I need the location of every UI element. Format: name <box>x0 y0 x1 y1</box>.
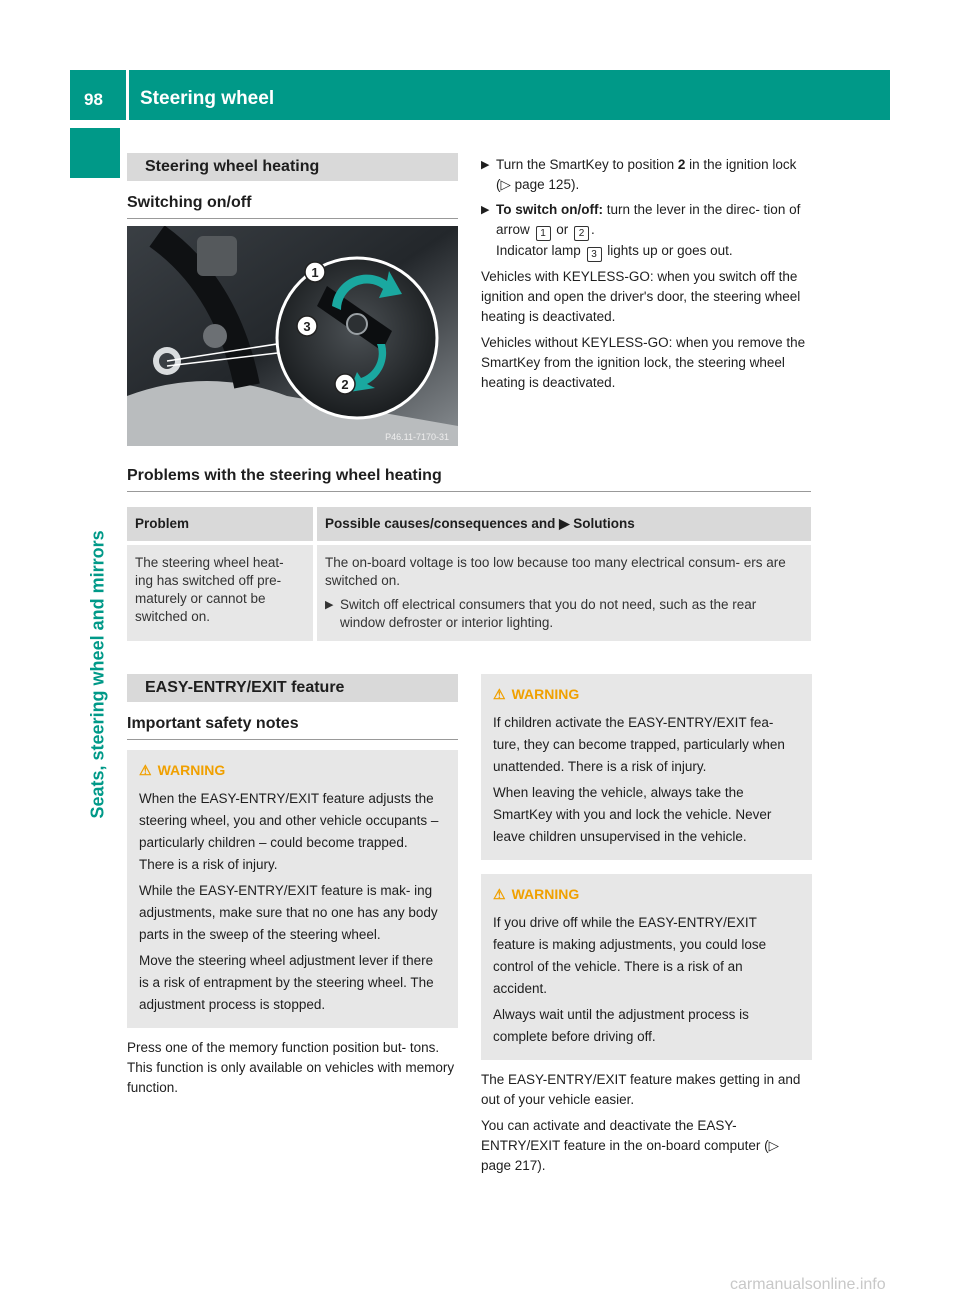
table-row <box>127 543 811 641</box>
page-ref-icon: ▷ <box>768 1138 780 1153</box>
bullet-arrow-icon: ▶ <box>481 204 490 216</box>
heating-instructions <box>481 155 812 399</box>
activate-paragraph: You can activate and deactivate the EASY- ENTRY/EXIT feature in the on-board computer (▷ page 217). <box>481 1118 780 1173</box>
warning-icon: ⚠ <box>493 886 506 902</box>
section-heading-easy-entry: EASY-ENTRY/EXIT feature <box>127 674 458 702</box>
column-header-solutions: Possible causes/consequences and ▶ Solutions <box>315 507 811 543</box>
no-keyless-go-paragraph: Vehicles without KEYLESS-GO: when you remove the SmartKey from the ignition lock, the steering wheel heating is deactivated. <box>481 335 806 390</box>
subheading-safety-notes: Important safety notes <box>127 714 458 740</box>
page-title: Steering wheel <box>140 88 275 109</box>
warning-box-drive-off: ⚠ WARNING If you drive off while the EASY-ENTRY/EXIT feature is making adjustments, you could lose control of the vehicle. There is a risk of an accident. Always wait until the adjustment process is complete before driving off. <box>481 874 812 1060</box>
illustration-svg <box>127 226 458 446</box>
easy-entry-description: The EASY-ENTRY/EXIT feature makes getting in and out of your vehicle easier. <box>481 1072 801 1107</box>
warning-icon: ⚠ <box>493 686 506 702</box>
callout-2: 2 <box>341 377 349 392</box>
chapter-title: Seats, steering wheel and mirrors <box>87 530 108 819</box>
image-code: P46.11-7170-31 <box>385 432 449 442</box>
callout-1: 1 <box>311 265 319 280</box>
column-header-problem: Problem <box>127 507 315 543</box>
watermark: carmanualsonline.info <box>730 1276 886 1293</box>
memory-function-paragraph: Press one of the memory function position but- tons. This function is only available on vehicles with memory function. <box>127 1040 455 1095</box>
cause-text: The on-board voltage is too low because too many electrical consum- ers are switched on. <box>325 555 786 588</box>
chapter-tab <box>70 128 120 1128</box>
problems-table <box>127 507 811 641</box>
callout-3: 3 <box>303 319 311 334</box>
warning-label: WARNING <box>511 686 580 702</box>
page-ref-link[interactable]: page 125). <box>510 177 580 192</box>
page-ref-icon: ▷ <box>500 177 511 192</box>
solution-step: ▶ Switch off electrical consumers that you do not need, such as the rear window defroster or interior lighting. <box>325 597 757 630</box>
easy-entry-warnings <box>481 674 812 1182</box>
easy-entry-section <box>127 674 458 1104</box>
page-header <box>70 70 890 120</box>
header-divider <box>126 70 129 120</box>
steering-lever-illustration <box>127 226 458 446</box>
page-number: 98 <box>84 90 103 109</box>
heating-section <box>127 153 458 225</box>
bullet-arrow-icon: ▶ <box>325 599 334 611</box>
warning-box-children: ⚠ WARNING If children activate the EASY-ENTRY/EXIT fea- ture, they can become trapped, particularly when unattended. There is a risk of injury. When leaving the vehicle, always take the SmartKey with you and lock the vehicle. Never leave children unsupervised in the vehicle. <box>481 674 812 860</box>
solutions-arrow-icon: ▶ <box>559 516 570 531</box>
chapter-marker <box>70 128 120 178</box>
cell-solution <box>315 543 811 641</box>
bullet-arrow-icon: ▶ <box>481 159 490 171</box>
warning-label: WARNING <box>157 762 226 778</box>
problems-heading: Problems with the steering wheel heating <box>127 466 811 492</box>
step-turn-key: ▶ Turn the SmartKey to position 2 in the ignition lock (▷ page 125). <box>481 157 797 192</box>
step-switch-on-off: ▶ To switch on/off: turn the lever in the direc- tion of arrow 1 or 2 . Indicator lamp 3 lights up or goes out. <box>481 202 801 260</box>
callout-ref-3: 3 <box>587 247 602 262</box>
callout-ref-1: 1 <box>536 226 551 241</box>
section-heading-heating: Steering wheel heating <box>127 153 458 181</box>
callout-ref-2: 2 <box>574 226 589 241</box>
problems-section <box>127 466 811 492</box>
cell-problem: The steering wheel heat- ing has switched off pre- maturely or cannot be switched on. <box>127 543 315 641</box>
subheading-switching: Switching on/off <box>127 193 458 219</box>
warning-icon: ⚠ <box>139 762 152 778</box>
warning-box-entrapment: ⚠ WARNING When the EASY-ENTRY/EXIT feature adjusts the steering wheel, you and other vehicle occupants – particularly children – could become trapped. There is a risk of injury. While the EASY-ENTRY/EXIT feature is mak- ing adjustments, make sure that no one has any body parts in the sweep of the steering wheel. Move the steering wheel adjustment lever if there is a risk of entrapment by the steering wheel. The adjustment process is stopped. <box>127 750 458 1028</box>
table-header-row <box>127 507 811 543</box>
warning-label: WARNING <box>511 886 580 902</box>
page-ref-link[interactable]: page 217). <box>481 1158 546 1173</box>
keyless-go-paragraph: Vehicles with KEYLESS-GO: when you switch off the ignition and open the driver's door, the steering wheel heating is deactivated. <box>481 269 801 324</box>
